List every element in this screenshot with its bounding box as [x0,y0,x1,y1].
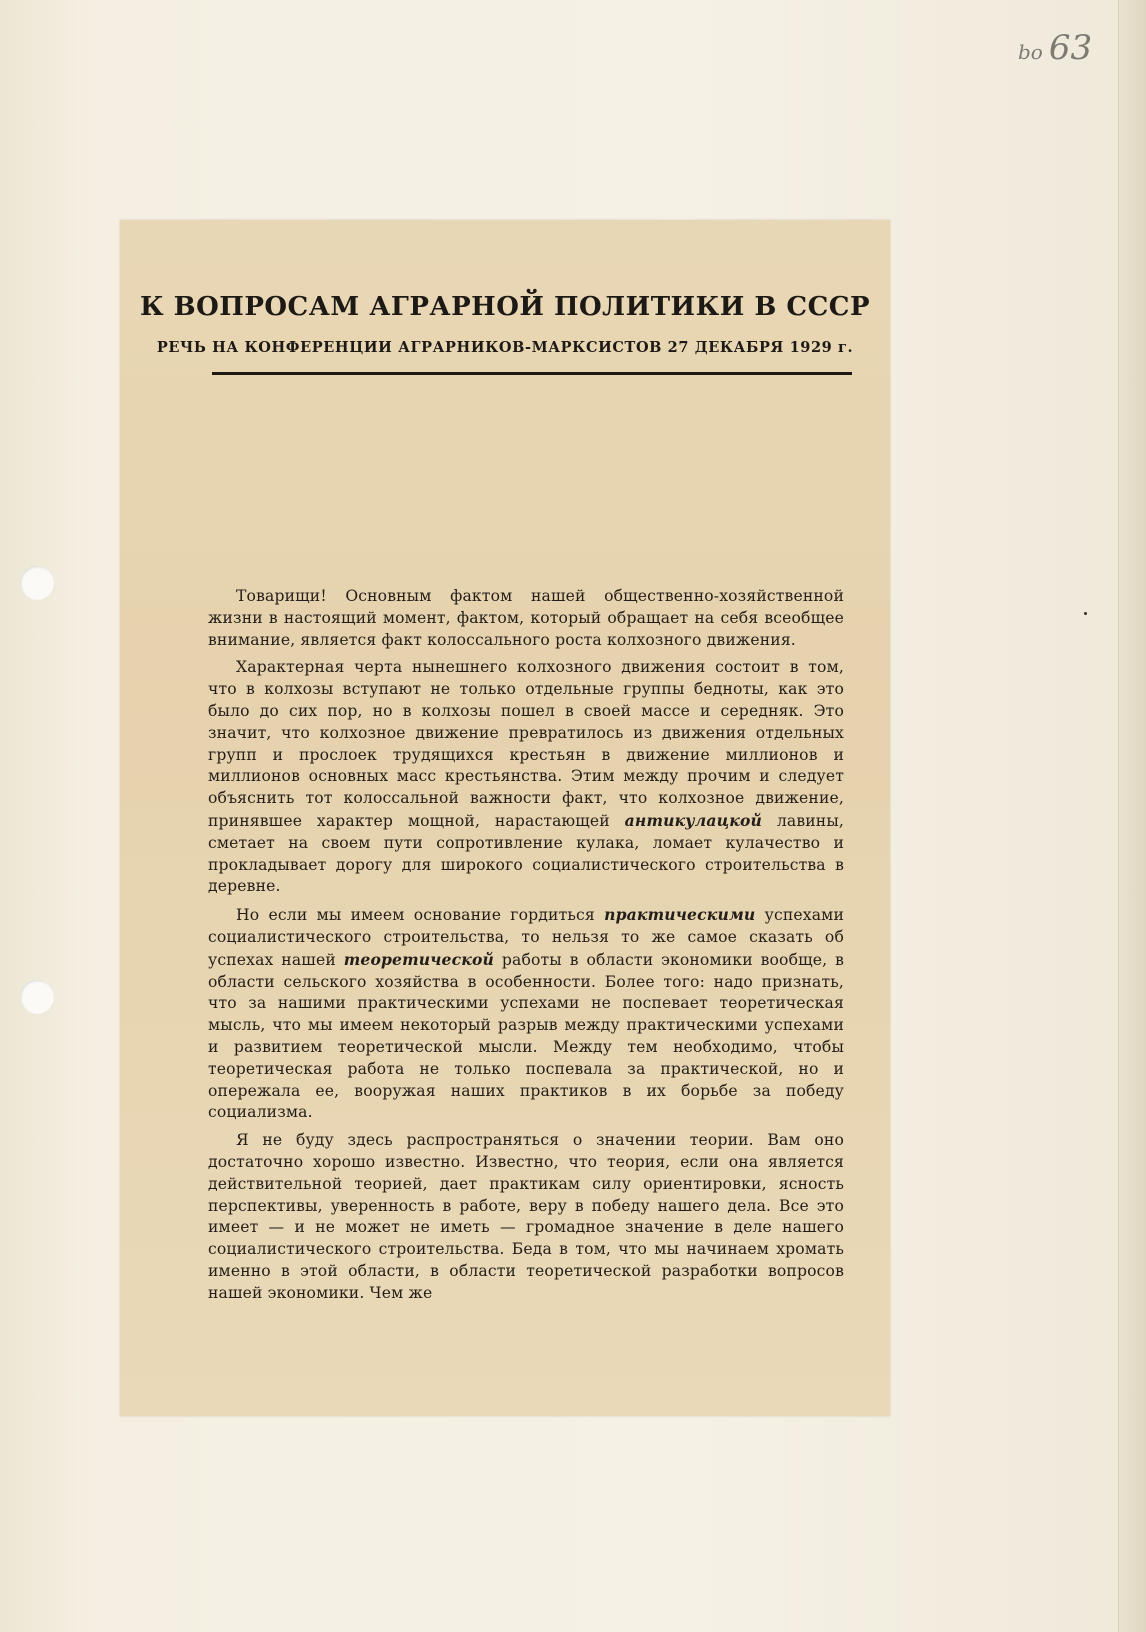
paragraph-text: работы в области экономики вообще, в области сельского хозяйства в особенности. Более того: надо признать, что за нашими практическими успехами не поспевает теоретическая мысль, что мы имеем некоторый разрыв между практическими успехами и развитием теоретической мысли. Между тем необходимо, чтобы теоретическая работа не только поспевала за практической, но и опережала ее, вооружая наших практиков в их борьбе за победу социализма. [208,950,845,1122]
sheet-edge-fold [1118,0,1146,1632]
archive-page-number [1018,28,1092,68]
page-number: 63 [1048,28,1093,68]
paragraph-2 [208,657,844,898]
paragraph-text: Но если мы имеем основание гордиться [236,906,595,925]
document-title: К ВОПРОСАМ АГРАРНОЙ ПОЛИТИКИ В СССР [139,292,871,322]
paragraph-text: успехами социалистического строительства, то нельзя то же самое сказать об успехах нашей [208,906,845,969]
paragraph-4 [208,1130,844,1304]
document-body [208,586,844,1311]
paragraph-1 [208,586,844,651]
document-subtitle: РЕЧЬ НА КОНФЕРЕНЦИИ АГРАРНИКОВ-МАРКСИСТОВ 27 ДЕКАБРЯ 1929 г. [156,339,854,356]
paragraph-text: Я не буду здесь распространяться о значении теории. Вам оно достаточно хорошо известно. Известно, что теория, если она является действительной теорией, дает практикам силу ориентировки, ясность перспективы, уверенность в работе, веру в победу нашего дела. Все это имеет — и не может не иметь — громадное значение в деле нашего социалистического строительства. Беда в том, что мы начинаем хромать именно в этой области, в области теоретической разработки вопросов нашей экономики. Чем же [208,1131,844,1302]
page-number-prefix: bo [1018,40,1043,64]
paragraph-3 [208,904,844,1124]
paragraph-text: Товарищи! Основным фактом нашей общественно-хозяйственной жизни в настоящий момент, фактом, который обращает на себя всеобщее внимание, является факт колоссального роста колхозного движения. [208,587,844,649]
title-rule [212,372,852,375]
punch-hole-top [20,566,54,600]
emphasis-text: антикулацкой [624,810,762,830]
punch-hole-bottom [20,980,54,1014]
emphasis-text: практическими [604,905,756,925]
newspaper-clipping [120,220,890,1416]
paragraph-text: лавины, сметает на своем пути сопротивление кулака, ломает кулачество и прокладывает дорогу для широкого социалистического строительства в деревне. [208,811,845,896]
emphasis-text: теоретической [343,949,495,969]
paragraph-text: Характерная черта нынешнего колхозного движения состоит в том, что в колхозы вступают не только отдельные группы бедноты, как это было до сих пор, но в колхозы пошел в своей массе и середняк. Это значит, что колхозное движение превратилось из движения отдельных групп и прослоек трудящихся крестьян в движение миллионов и миллионов основных масс крестьянства. Этим между прочим и следует объяснить тот колоссальной важности факт, что колхозное движение, принявшее характер мощной, нарастающей [208,658,844,830]
ink-speck [1084,612,1087,615]
